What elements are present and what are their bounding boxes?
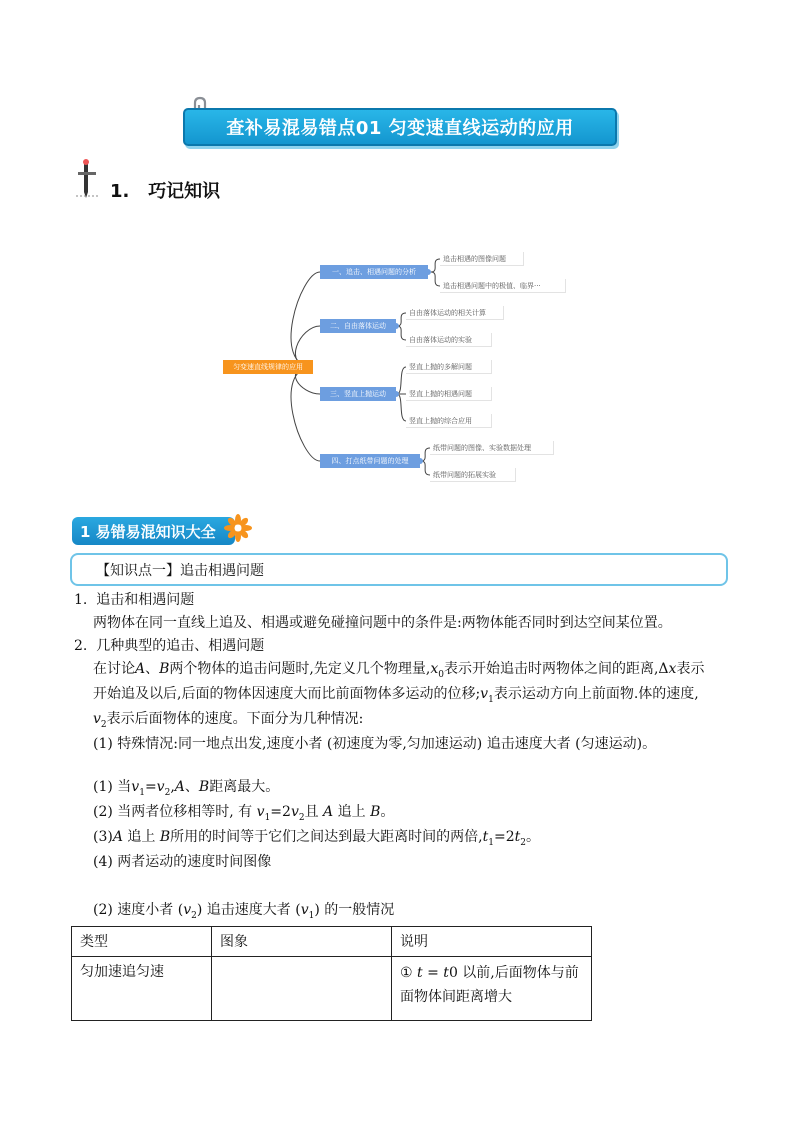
paragraph: (1) 特殊情况:同一地点出发,速度小者 (初速度为零,匀加速运动) 追击速度大者 (匀速运动)。 bbox=[93, 736, 657, 752]
table-header: 类型 bbox=[72, 927, 212, 957]
item-heading: 1. 追击和相遇问题 bbox=[74, 592, 195, 608]
mindmap-root: 匀变速直线规律的应用 bbox=[223, 360, 313, 374]
mindmap-branch: 四、打点纸带问题的处理 bbox=[320, 454, 420, 468]
table-cell: ① t = t0 以前,后面物体与前 面物体间距离增大 bbox=[392, 957, 592, 1021]
mindmap-leaf: 纸带问题的拓展实验 bbox=[430, 468, 516, 482]
mindmap-branch: 二、自由落体运动 bbox=[320, 319, 396, 333]
paragraph: $v_2$表示后面物体的速度。下面分为几种情况: bbox=[93, 711, 364, 730]
mindmap-leaf: 自由落体运动的实验 bbox=[406, 333, 492, 347]
paragraph: 两物体在同一直线上追及、相遇或避免碰撞问题中的条件是:两物体能否同时到达空间某位置。 bbox=[93, 615, 672, 631]
paragraph: (3)A 追上 B所用的时间等于它们之间达到最大距离时间的两倍$,t_1=2t_2$。 bbox=[93, 829, 541, 848]
mindmap-leaf: 竖直上抛的多解问题 bbox=[406, 360, 492, 374]
section-banner: 1 易错易混知识大全 bbox=[72, 517, 235, 545]
mindmap-connectors bbox=[0, 0, 794, 520]
page-title: 查补易混易错点01 匀变速直线运动的应用 bbox=[183, 108, 617, 146]
section-heading: 1. 巧记知识 bbox=[110, 181, 221, 202]
table-row bbox=[72, 957, 592, 1021]
mindmap-leaf: 追击相遇问题中的极值、临界··· bbox=[440, 279, 566, 293]
mindmap-leaf: 竖直上抛的相遇问题 bbox=[406, 387, 492, 401]
paragraph: 开始追及以后,后面的物体因速度大而比前面物体多运动的位移$;v_1$表示运动方向上前面物.体的速度, bbox=[93, 686, 699, 705]
paragraph: 在讨论A、B两个物体的追击问题时,先定义几个物理量$,x_0$表示开始追击时两物体之间的距离,Δx表示 bbox=[93, 661, 705, 680]
table-cell bbox=[212, 957, 392, 1021]
flower-icon bbox=[224, 514, 252, 542]
mindmap-leaf: 纸带问题的图像、实验数据处理 bbox=[430, 441, 554, 455]
mindmap-leaf: 自由落体运动的相关计算 bbox=[406, 306, 504, 320]
paragraph: (2) 速度小者 $(v_2)$ 追击速度大者 $(v_1)$ 的一般情况 bbox=[93, 902, 395, 921]
table-header: 图象 bbox=[212, 927, 392, 957]
knowledge-point-title: 【知识点一】追击相遇问题 bbox=[96, 562, 264, 579]
table-header: 说明 bbox=[392, 927, 592, 957]
case-table bbox=[71, 926, 592, 1021]
paragraph: (1) 当$v_1=v_2,A$、B距离最大。 bbox=[93, 779, 280, 798]
paragraph: (4) 两者运动的速度时间图像 bbox=[93, 854, 272, 870]
table-cell: 匀加速追匀速 bbox=[72, 957, 212, 1021]
mindmap-leaf: 竖直上抛的综合应用 bbox=[406, 414, 492, 428]
mindmap-branch: 一、追击、相遇问题的分析 bbox=[320, 265, 428, 279]
paragraph: (2) 当两者位移相等时, 有 $v_1=2v_2$且 A 追上 B。 bbox=[93, 804, 395, 823]
mindmap-branch: 三、竖直上抛运动 bbox=[320, 387, 396, 401]
mindmap-leaf: 追击相遇的图像问题 bbox=[440, 252, 524, 266]
item-heading: 2. 几种典型的追击、相遇问题 bbox=[74, 638, 265, 654]
knowledge-point-box bbox=[70, 553, 728, 586]
table-header-row bbox=[72, 927, 592, 957]
